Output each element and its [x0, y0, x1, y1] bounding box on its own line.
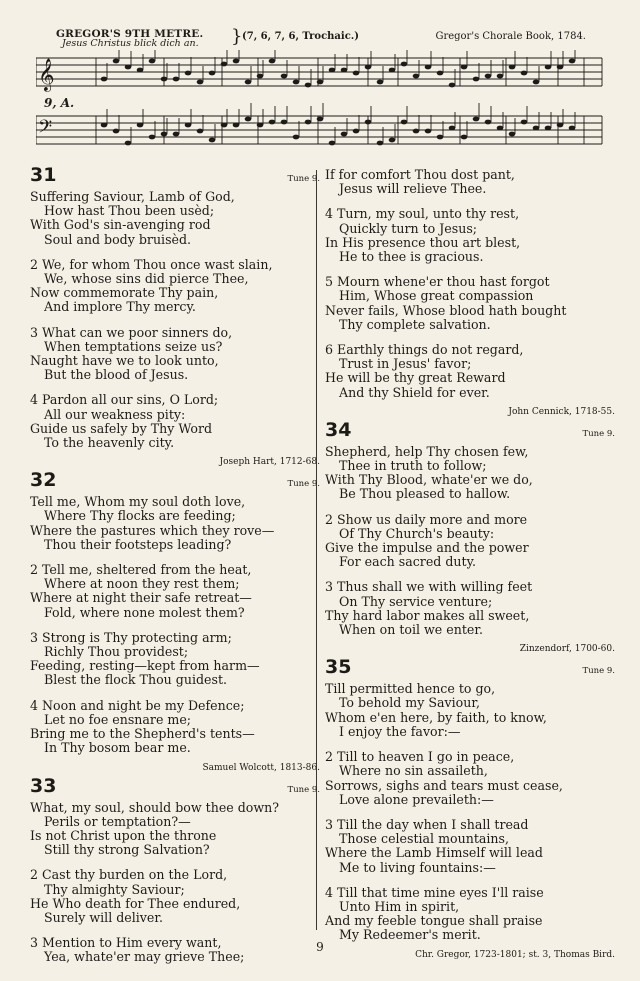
- stanza: [30, 393, 320, 450]
- verse-line: 3 Strong is Thy protecting arm;: [30, 629, 232, 645]
- verse-line: With Thy Blood, whate'er we do,: [325, 472, 533, 488]
- verse-line: 5 Mourn whene'er thou hast forgot: [325, 274, 550, 290]
- hymn-number: 33: [30, 774, 57, 797]
- stanza: [30, 190, 320, 247]
- stanza: [30, 563, 320, 620]
- verse-line: Till permitted hence to go,: [325, 681, 496, 697]
- verse-line: Thou their footsteps leading?: [44, 536, 232, 552]
- verse-line: Richly Thou providest;: [44, 644, 189, 660]
- hymn: [30, 774, 320, 965]
- verse-line: 3 Thus shall we with willing feet: [325, 579, 533, 595]
- tune-ref: Tune 9.: [287, 479, 320, 490]
- verse-line: And my feeble tongue shall praise: [325, 913, 543, 929]
- verse-line: And implore Thy mercy.: [44, 299, 196, 315]
- verse-line: Those celestial mountains,: [339, 831, 510, 847]
- tune-source: Gregor's Chorale Book, 1784.: [435, 31, 586, 42]
- stanza: [325, 818, 615, 875]
- stanza: [325, 343, 615, 400]
- tune-meter: (7, 6, 7, 6, Trochaic.): [242, 31, 360, 42]
- verse-line: Fold, where none molest them?: [44, 604, 245, 620]
- verse-line: Let no foe ensnare me;: [44, 711, 192, 727]
- verse-line: When on toil we enter.: [339, 622, 483, 638]
- music-header: [56, 28, 596, 50]
- verse-line: Unto Him in spirit,: [339, 898, 460, 914]
- verse-line: Where at noon they rest them;: [44, 576, 240, 592]
- verse-line: 3 Mention to Him every want,: [30, 935, 222, 951]
- svg-text:𝄞: 𝄞: [38, 58, 55, 91]
- header-brace: }: [231, 26, 243, 47]
- stanza: [325, 168, 615, 196]
- verse-line: Me to living fountains:—: [339, 859, 496, 875]
- verse-line: But the blood of Jesus.: [44, 367, 189, 383]
- right-column: [325, 168, 615, 966]
- verse-line: 2 We, for whom Thou once wast slain,: [30, 256, 273, 272]
- verse-line: Soul and body bruisèd.: [44, 231, 192, 247]
- verse-line: In His presence thou art blest,: [325, 234, 521, 250]
- hymn-number: 32: [30, 469, 57, 492]
- tune-label: 9, A.: [44, 96, 75, 110]
- stanza: [325, 445, 615, 502]
- verse-line: Tell me, Whom my soul doth love,: [30, 494, 246, 510]
- tune-title: GREGOR'S 9TH METRE.: [56, 28, 204, 40]
- hymn-number: 34: [325, 418, 352, 441]
- hymn-attribution: Chr. Gregor, 1723-1801; st. 3, Thomas Bird.: [415, 949, 615, 960]
- verse-line: Him, Whose great compassion: [339, 288, 534, 304]
- verse-line: Thy complete salvation.: [339, 316, 491, 332]
- stanza: [30, 326, 320, 383]
- verse-line: Whom e'en here, by faith, to know,: [325, 709, 547, 725]
- stanza: [30, 631, 320, 688]
- verse-line: Suffering Saviour, Lamb of God,: [30, 189, 235, 204]
- hymn: [30, 469, 320, 773]
- stanza: [325, 513, 615, 570]
- verse-line: Naught have we to look unto,: [30, 353, 219, 369]
- verse-line: Shepherd, help Thy chosen few,: [325, 443, 529, 459]
- stanza: [325, 682, 615, 739]
- verse-line: With God's sin-avenging rod: [30, 217, 211, 233]
- verse-line: 2 Tell me, sheltered from the heat,: [30, 562, 252, 578]
- verse-line: Now commemorate Thy pain,: [30, 285, 219, 301]
- verse-line: To behold my Saviour,: [339, 695, 480, 711]
- verse-line: 3 What can we poor sinners do,: [30, 324, 233, 340]
- hymn-header: [30, 774, 320, 801]
- hymn: [325, 418, 615, 655]
- tune-ref: Tune 9.: [287, 174, 320, 184]
- verse-line: Never fails, Whose blood hath bought: [325, 302, 567, 318]
- stanza: [325, 886, 615, 943]
- verse-line: Where at night their safe retreat—: [30, 590, 252, 606]
- verse-line: Give the impulse and the power: [325, 540, 529, 556]
- verse-line: He Who death for Thee endured,: [30, 895, 241, 911]
- verse-line: 4 Noon and night be my Defence;: [30, 697, 245, 713]
- hymn: [30, 164, 320, 468]
- verse-line: Thee in truth to follow;: [339, 458, 487, 474]
- verse-line: 6 Earthly things do not regard,: [325, 342, 524, 358]
- verse-line: Be Thou pleased to hallow.: [339, 486, 511, 502]
- verse-line: If for comfort Thou dost pant,: [325, 167, 515, 182]
- verse-line: Feeding, resting—kept from harm—: [30, 658, 260, 674]
- verse-line: How hast Thou been usèd;: [44, 203, 215, 219]
- stanza: [325, 275, 615, 332]
- verse-line: Jesus will relieve Thee.: [339, 181, 487, 197]
- verse-line: We, whose sins did pierce Thee,: [44, 271, 249, 287]
- verse-line: Is not Christ upon the throne: [30, 827, 217, 843]
- verse-line: 4 Till that time mine eyes I'll raise: [325, 884, 544, 900]
- verse-line: Bring me to the Shepherd's tents—: [30, 726, 255, 742]
- verse-line: Blest the flock Thou guidest.: [44, 672, 228, 688]
- verse-line: My Redeemer's merit.: [339, 927, 481, 943]
- stanza: [30, 801, 320, 858]
- verse-line: Where Thy flocks are feeding;: [44, 508, 236, 524]
- verse-line: 2 Cast thy burden on the Lord,: [30, 867, 228, 883]
- stanza: [325, 207, 615, 264]
- verse-line: 2 Till to heaven I go in peace,: [325, 749, 515, 765]
- hymn: [325, 656, 615, 960]
- verse-line: He will be thy great Reward: [325, 370, 506, 386]
- hymn-header: [325, 656, 615, 682]
- hymn-number: 35: [325, 656, 352, 679]
- hymn: [325, 168, 615, 417]
- verse-line: Sorrows, sighs and tears must cease,: [325, 777, 563, 793]
- verse-line: Of Thy Church's beauty:: [339, 525, 495, 541]
- stanza: [325, 750, 615, 807]
- hymn-attribution: Joseph Hart, 1712-68.: [219, 457, 320, 468]
- verse-line: In Thy bosom bear me.: [44, 740, 191, 756]
- verse-line: To the heavenly city.: [44, 435, 175, 451]
- verse-line: All our weakness pity:: [44, 406, 186, 422]
- verse-line: 4 Turn, my soul, unto thy rest,: [325, 206, 520, 222]
- verse-line: He to thee is gracious.: [339, 249, 484, 265]
- verse-line: Still thy strong Salvation?: [44, 842, 210, 858]
- verse-line: Perils or temptation?—: [44, 813, 191, 829]
- stanza: [30, 258, 320, 315]
- stanza: [325, 580, 615, 637]
- verse-line: 4 Pardon all our sins, O Lord;: [30, 392, 219, 408]
- hymn-attribution: Zinzendorf, 1700-60.: [519, 644, 615, 655]
- verse-line: Thy hard labor makes all sweet,: [325, 607, 530, 623]
- verse-line: Quickly turn to Jesus;: [339, 220, 478, 236]
- verse-line: Where no sin assaileth,: [339, 763, 488, 779]
- verse-line: Love alone prevaileth:—: [339, 791, 494, 807]
- verse-line: Thy almighty Saviour;: [44, 881, 185, 897]
- tune-ref: Tune 9.: [287, 784, 320, 795]
- verse-line: 2 Show us daily more and more: [325, 511, 528, 527]
- svg-text:𝄢: 𝄢: [38, 117, 53, 142]
- hymn-number: 31: [30, 164, 57, 186]
- verse-line: Yea, whate'er may grieve Thee;: [44, 949, 245, 965]
- verse-line: Where the Lamb Himself will lead: [325, 845, 543, 861]
- verse-line: Guide us safely by Thy Word: [30, 420, 213, 436]
- verse-line: And thy Shield for ever.: [339, 384, 490, 400]
- tune-subtitle: Jesus Christus blick dich an.: [62, 38, 199, 49]
- verse-line: When temptations seize us?: [44, 338, 223, 354]
- hymn-header: [30, 469, 320, 495]
- stanza: [30, 868, 320, 925]
- verse-line: For each sacred duty.: [339, 554, 477, 570]
- hymn-attribution: Samuel Wolcott, 1813-86.: [202, 762, 320, 773]
- verse-line: 3 Till the day when I shall tread: [325, 816, 529, 832]
- verse-line: On Thy service venture;: [339, 593, 493, 609]
- verse-line: What, my soul, should bow thee down?: [30, 799, 280, 815]
- verse-line: Where the pastures which they rove—: [30, 522, 275, 538]
- verse-line: Trust in Jesus' favor;: [339, 356, 472, 372]
- tune-ref: Tune 9.: [582, 428, 615, 439]
- tune-ref: Tune 9.: [582, 666, 615, 677]
- hymn-header: [325, 418, 615, 445]
- page-number: 9: [316, 940, 324, 954]
- verse-line: I enjoy the favor:—: [339, 723, 461, 739]
- stanza: [30, 495, 320, 552]
- music-score: [36, 50, 604, 162]
- hymn-attribution: John Cennick, 1718-55.: [508, 406, 615, 417]
- stanza: [30, 699, 320, 756]
- verse-line: Surely will deliver.: [44, 909, 164, 925]
- left-column: [30, 164, 320, 976]
- hymn-header: [30, 164, 320, 190]
